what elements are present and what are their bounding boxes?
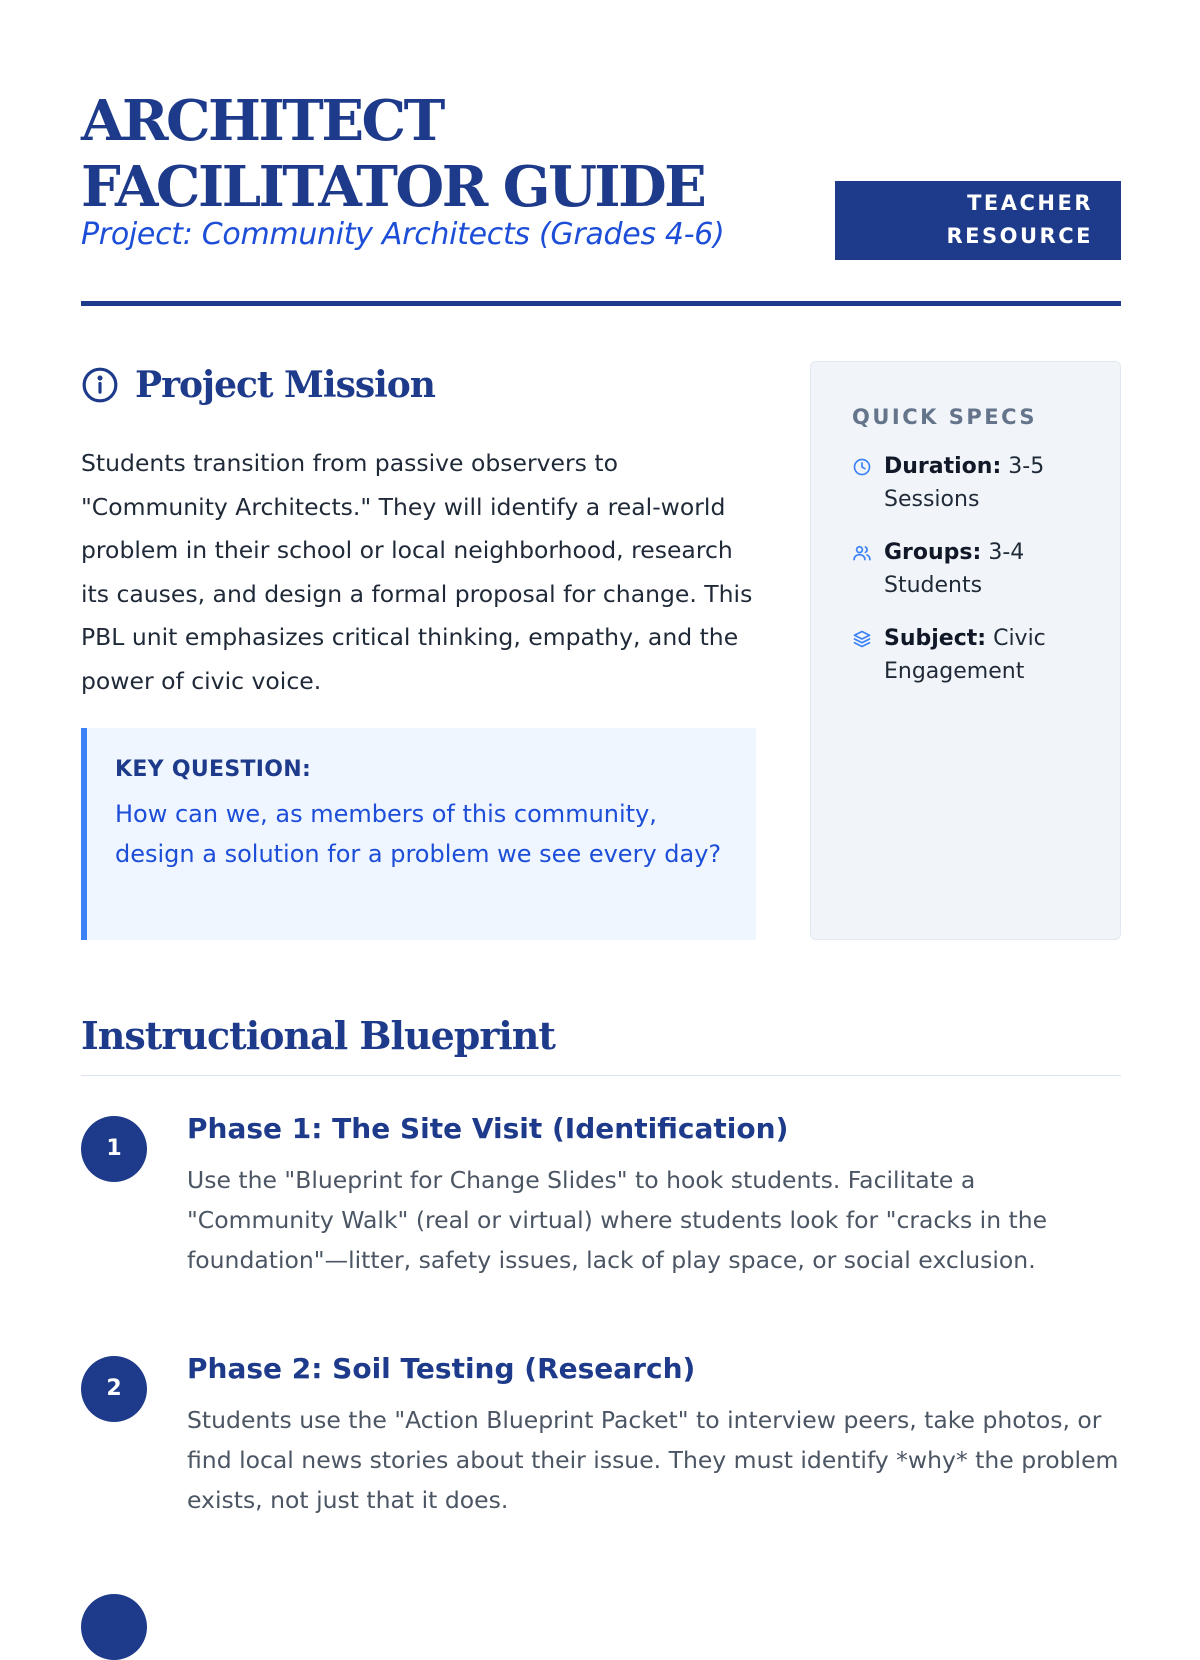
- quick-specs-title: QUICK SPECS: [852, 405, 1037, 429]
- phase-description: Use the "Blueprint for Change Slides" to hook students. Facilitate a "Community Walk" (real or virtual) where students look for "cracks in the foundation"—litter, safety issues, lack of play space, or social exclusion.: [187, 1166, 1048, 1274]
- mission-description: Students transition from passive observers to "Community Architects." They will identify a real-world problem in their school or local neighborhood, research its causes, and design a formal proposal for change. This PBL unit emphasizes critical thinking, empathy, and the power of civic voice.: [81, 449, 753, 695]
- spec-duration: [852, 450, 1100, 516]
- layers-icon: [852, 629, 872, 649]
- spec-subject: [852, 622, 1100, 688]
- page-title: ARCHITECT FACILITATOR GUIDE: [81, 88, 705, 220]
- spec-value: 3-4 Students: [884, 540, 1025, 598]
- spec-label: Groups:: [884, 540, 982, 565]
- phase-title: Phase 2: Soil Testing (Research): [187, 1352, 696, 1385]
- users-icon: [852, 543, 872, 563]
- mission-title: Project Mission: [135, 364, 435, 406]
- teacher-resource-badge: TEACHER RESOURCE: [835, 181, 1121, 260]
- spec-value: Civic Engagement: [884, 626, 1046, 684]
- mission-heading: [81, 360, 435, 410]
- quick-specs-panel: [810, 361, 1121, 940]
- spec-label: Duration:: [884, 454, 1002, 479]
- blueprint-heading: Instructional Blueprint: [81, 1013, 555, 1058]
- document-header: [81, 80, 1121, 305]
- header-divider: [81, 301, 1121, 306]
- blueprint-divider: [81, 1075, 1121, 1076]
- key-question-callout: [81, 728, 756, 940]
- spec-value: 3-5 Sessions: [884, 454, 1045, 512]
- info-icon: [81, 366, 119, 404]
- spec-label: Subject:: [884, 626, 987, 651]
- key-question-text: How can we, as members of this community, design a solution for a problem we see every day?: [115, 800, 722, 868]
- phase-number-badge: 2: [81, 1356, 147, 1422]
- spec-groups: [852, 536, 1100, 602]
- phase-description: Students use the "Action Blueprint Packet" to interview peers, take photos, or find local news stories about their issue. They must identify *why* the problem exists, not just that it does.: [187, 1406, 1119, 1514]
- phase-number-badge: [81, 1594, 147, 1660]
- page-subtitle: Project: Community Architects (Grades 4-6): [81, 217, 725, 252]
- phase-number-badge: 1: [81, 1116, 147, 1182]
- phase-title: Phase 1: The Site Visit (Identification): [187, 1112, 789, 1145]
- key-question-label: KEY QUESTION:: [115, 757, 312, 782]
- clock-icon: [852, 457, 872, 477]
